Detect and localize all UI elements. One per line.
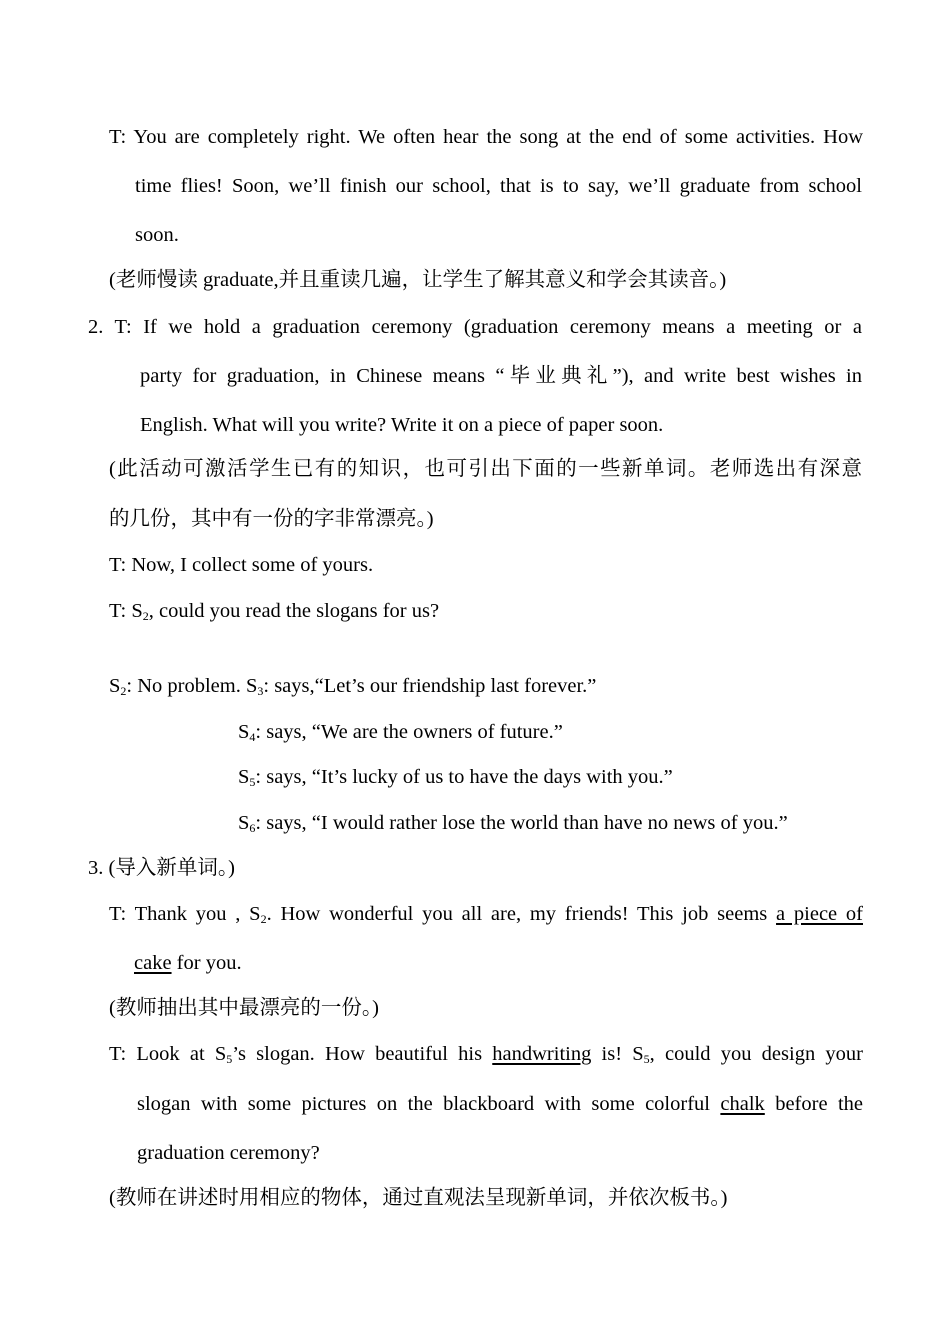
dialogue-line: party for graduation, in Chinese means “毕业典礼”), and write best wishes in xyxy=(140,365,862,387)
teacher-note: 的几份，其中有一份的字非常漂亮。) xyxy=(109,508,434,530)
dialogue-line: T: You are completely right. We often hear the song at the end of some activities. How xyxy=(109,126,863,148)
dialogue-line: T: Look at $S_5’s$ slogan. How beautiful his handwriting is! $S_5$, could you design your xyxy=(109,1043,863,1066)
dialogue-line: T: Now, I collect some of yours. xyxy=(109,554,374,576)
underlined-term: a piece of xyxy=(776,903,863,925)
student-line: $S_4$: says, “We are the owners of future.” xyxy=(238,721,563,744)
numbered-item-2: 2. T: If we hold a graduation ceremony (graduation ceremony means a meeting or a xyxy=(88,316,862,338)
teacher-note: (此活动可激活学生已有的知识，也可引出下面的一些新单词。老师选出有深意 xyxy=(109,458,862,480)
underlined-term: cake xyxy=(134,952,172,974)
dialogue-line: slogan with some pictures on the blackboard with some colorful chalk before the xyxy=(137,1093,863,1115)
numbered-item-3: 3. (导入新单词。) xyxy=(88,857,235,879)
dialogue-line: cake for you. xyxy=(134,952,242,974)
student-line: $S_5$: says, “It’s lucky of us to have the days with you.” xyxy=(238,766,673,789)
teacher-note: (教师在讲述时用相应的物体，通过直观法呈现新单词，并依次板书。) xyxy=(109,1187,728,1209)
dialogue-line: English. What will you write? Write it on a piece of paper soon. xyxy=(140,414,664,436)
dialogue-line: time flies! Soon, we’ll finish our school, that is to say, we’ll graduate from school xyxy=(135,175,862,197)
underlined-term: chalk xyxy=(720,1093,765,1115)
teacher-note: (老师慢读 graduate,并且重读几遍，让学生了解其意义和学会其读音。) xyxy=(109,269,727,291)
underlined-term: handwriting xyxy=(492,1043,592,1065)
teacher-note: (教师抽出其中最漂亮的一份。) xyxy=(109,997,379,1019)
dialogue-line: T: Thank you , $S_2$. How wonderful you all are, my friends! This job seems a piece of xyxy=(109,903,863,926)
dialogue-line: soon. xyxy=(135,224,179,246)
student-line: $S_6$: says, “I would rather lose the world than have no news of you.” xyxy=(238,812,788,835)
student-line: $S_2$: No problem. $S_3$: says,“Let’s our friendship last forever.” xyxy=(109,675,597,698)
dialogue-line: T: $S_2$, could you read the slogans for us? xyxy=(109,600,440,623)
dialogue-line: graduation ceremony? xyxy=(137,1142,320,1164)
